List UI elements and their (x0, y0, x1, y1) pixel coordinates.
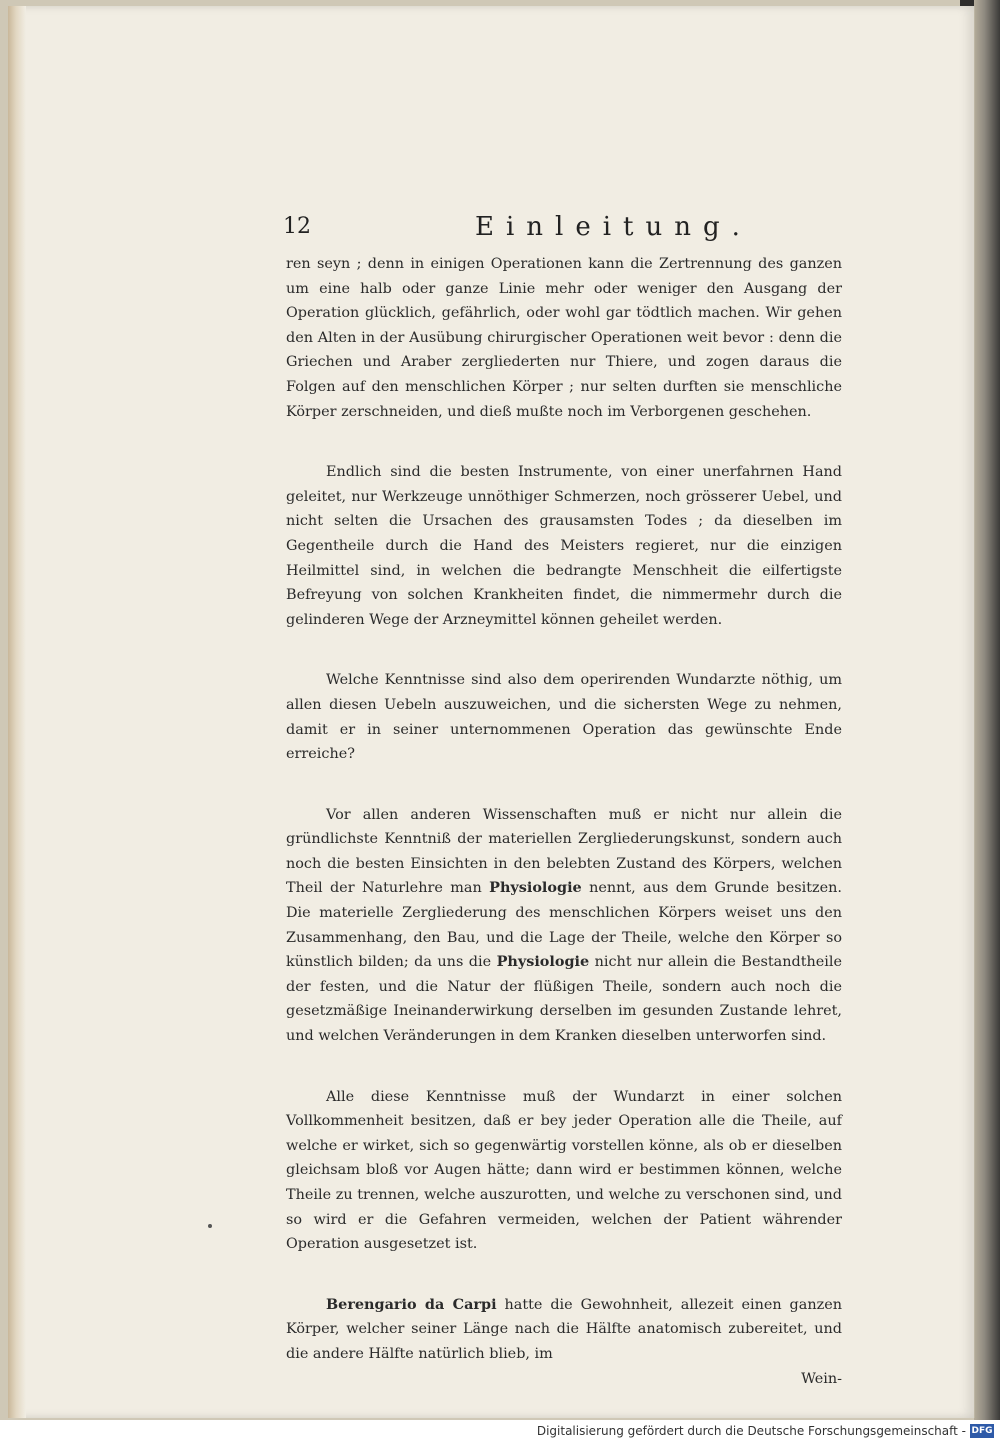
dfg-logo[interactable]: DFG (971, 1426, 993, 1436)
paragraph-1 (286, 252, 842, 424)
paragraph-6 (286, 1293, 842, 1367)
footer-credit: Digitalisierung gefördert durch die Deutsche Forschungsgemeinschaft - (536, 1424, 966, 1438)
paragraph-5 (286, 1085, 842, 1257)
page-header (283, 212, 843, 248)
paragraph-4-text-c: nicht nur allein die Bestandtheile der festen, und die Natur der flüßigen Theile, sondern auch noch die gesetzmäßige Ineinanderwirkung derselben im gesunden Zustande lehret, und welchen Veränderungen in dem Kranken dieselben unterworfen sind. (286, 954, 842, 1045)
paragraph-4-text-a: Vor allen anderen Wissenschaften muß er nicht nur allein die gründlichste Kenntniß der materiellen Zergliederungskunst, sondern auch noch die besten Einsichten in den belebten Zustand des Körpers, welchen Theil der Naturlehre man (286, 806, 842, 897)
name-berengario: Berengario da Carpi (326, 1295, 497, 1313)
paragraph-2-text: Endlich sind die besten Instrumente, von einer unerfahrnen Hand geleitet, nur Werkzeuge unnöthiger Schmerzen, noch grösserer Uebel, und nicht selten die Ursachen des grausamsten Todes ; da dieselben im Gegentheile durch die Hand des Meisters regieret, nur die einzigen Heilmittel sind, in welchen die bedrangte Menschheit die eilfertigste Befreyung von solchen Krankheiten findet, die nimmermehr durch die gelinderen Wege der Arzneymittel können geheilet werden. (286, 464, 842, 628)
paragraph-5-text: Alle diese Kenntnisse muß der Wundarzt in einer solchen Vollkommenheit besitzen, daß er bey jeder Operation alle die Theile, auf welche er wirket, sich so gegenwärtig vorstellen könne, als ob er dieselben gleichsam bloß vor Augen hätte; dann wird er bestimmen können, welche Theile zu trennen, welche auszurotten, und welche zu verschonen sind, und so wird er die Gefahren vermeiden, welchen der Patient währender Operation ausgesetzet ist. (286, 1088, 842, 1253)
page-edge (8, 6, 26, 1418)
footer-bar (0, 1420, 1000, 1444)
catchword: Wein- (801, 1370, 842, 1387)
paragraph-6-text: hatte die Gewohnheit, allezeit einen ganzen Körper, welcher seiner Länge nach die Hälfte anatomisch zubereitet, und die andere Hälfte natürlich blieb, im (286, 1296, 842, 1362)
book-spine (974, 0, 1000, 1420)
term-physiologie-1: Physiologie (489, 879, 582, 897)
paragraph-4-text-b: nennt, aus dem Grunde besitzen. Die materielle Zergliederung des menschlichen Körpers weiset uns den Zusammenhang, den Bau, und die Lage der Theile, welche den Körper so künstlich bilden; da uns die (286, 880, 842, 971)
paragraph-1-text: ren seyn ; denn in einigen Operationen kann die Zertrennung des ganzen um eine halb oder ganze Linie mehr oder weniger den Ausgang der Operation glücklich, gefährlich, oder wohl gar tödtlich machen. Wir gehen den Alten in der Ausübung chirurgischer Operationen weit bevor : denn die Griechen und Araber zergliederten nur Thiere, und zogen daraus die Folgen auf den menschlichen Körper ; nur selten durften sie menschliche Körper zerschneiden, und dieß mußte noch im Verborgenen geschehen. (286, 256, 842, 420)
page-number: 12 (283, 214, 311, 239)
paragraph-3 (286, 668, 842, 766)
body-text (286, 252, 842, 1391)
paragraph-3-text: Welche Kenntnisse sind also dem operirenden Wundarzte nöthig, um allen diesen Uebeln auszuweichen, und die sichersten Wege zu nehmen, damit er in seiner unternommenen Operation das gewünschte Ende erreiche? (286, 672, 842, 763)
paragraph-2 (286, 460, 842, 632)
ink-speck (208, 1224, 212, 1228)
paragraph-4 (286, 803, 842, 1049)
term-physiologie-2: Physiologie (496, 953, 590, 971)
running-title: Einleitung. (475, 212, 752, 242)
